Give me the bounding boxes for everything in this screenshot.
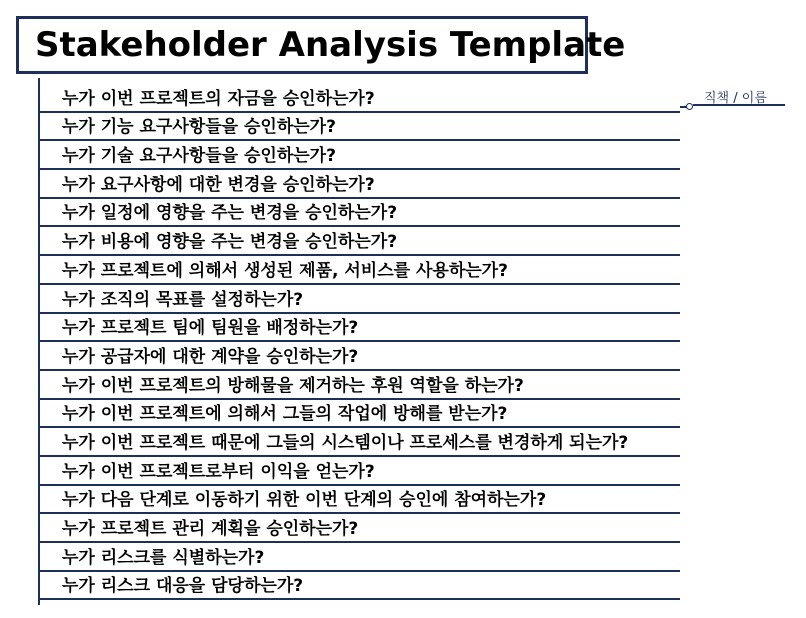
question-text: 누가 기술 요구사항들을 승인하는가?	[62, 146, 336, 167]
question-text: 누가 이번 프로젝트로부터 이익을 얻는가?	[62, 461, 375, 482]
question-text: 누가 공급자에 대한 계약을 승인하는가?	[62, 346, 359, 367]
callout-label: 직책 / 이름	[704, 91, 767, 106]
question-text: 누가 리스크를 식별하는가?	[62, 547, 265, 568]
page-title: Stakeholder Analysis Template	[35, 25, 626, 65]
question-row	[38, 199, 680, 228]
question-text: 누가 비용에 영향을 주는 변경을 승인하는가?	[62, 232, 398, 253]
question-text: 누가 조직의 목표를 설정하는가?	[62, 289, 304, 310]
question-row	[38, 256, 680, 285]
question-text: 누가 이번 프로젝트에 의해서 그들의 작업에 방해를 받는가?	[62, 404, 508, 425]
question-row	[38, 514, 680, 543]
question-row	[38, 371, 680, 400]
question-text: 누가 프로젝트 팀에 팀원을 배정하는가?	[62, 318, 359, 339]
question-row	[38, 572, 680, 601]
question-text: 누가 일정에 영향을 주는 변경을 승인하는가?	[62, 203, 398, 224]
question-row	[38, 170, 680, 199]
callout-dot	[686, 103, 693, 110]
question-row	[38, 84, 680, 113]
question-text: 누가 요구사항에 대한 변경을 승인하는가?	[62, 174, 375, 195]
question-text: 누가 이번 프로젝트의 방해물을 제거하는 후원 역할을 하는가?	[62, 375, 524, 396]
question-row	[38, 113, 680, 142]
question-text: 누가 프로젝트에 의해서 생성된 제품, 서비스를 사용하는가?	[62, 260, 508, 281]
question-text: 누가 다음 단계로 이동하기 위한 이번 단계의 승인에 참여하는가?	[62, 490, 547, 511]
question-text: 누가 리스크 대응을 담당하는가?	[62, 576, 304, 597]
question-row	[38, 285, 680, 314]
question-row	[38, 314, 680, 343]
question-row	[38, 400, 680, 429]
question-text: 누가 이번 프로젝트 때문에 그들의 시스템이나 프로세스를 변경하게 되는가?	[62, 432, 629, 453]
question-row	[38, 543, 680, 572]
question-row	[38, 342, 680, 371]
question-text: 누가 프로젝트 관리 계획을 승인하는가?	[62, 519, 359, 539]
question-text: 누가 이번 프로젝트의 자금을 승인하는가?	[62, 88, 375, 109]
question-row	[38, 486, 680, 515]
question-row	[38, 428, 680, 457]
title-box	[16, 16, 626, 74]
question-text: 누가 기능 요구사항들을 승인하는가?	[62, 117, 336, 138]
question-row	[38, 227, 680, 256]
question-row	[38, 141, 680, 170]
question-row	[38, 457, 680, 486]
question-list	[38, 84, 680, 600]
